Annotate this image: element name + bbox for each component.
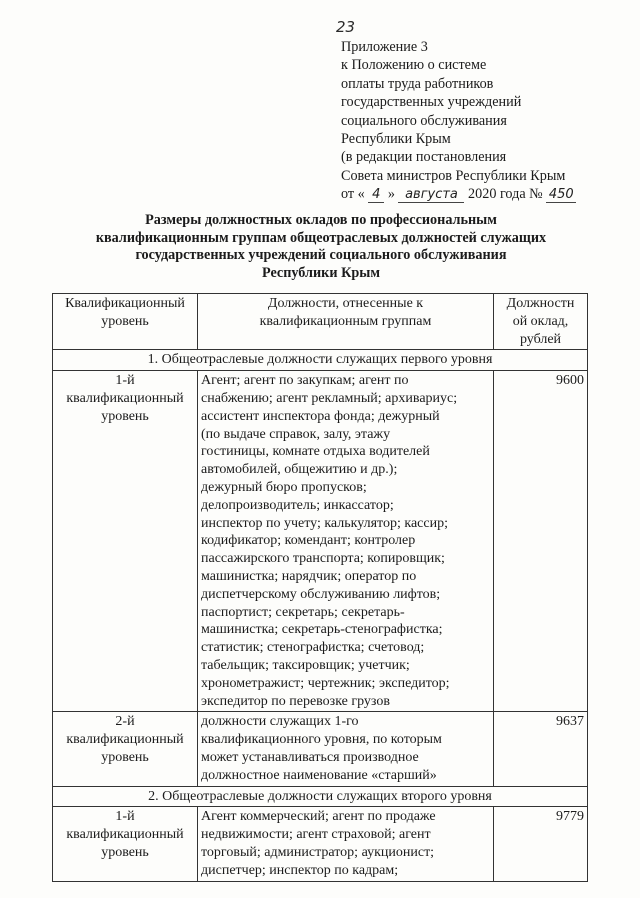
document-title (78, 212, 564, 282)
title-line: Размеры должностных окладов по профессиональным (145, 212, 497, 228)
salary-cell: 9600 (494, 371, 588, 712)
handwritten-month: августа (398, 187, 464, 203)
level-cell: 1-й квалификационный уровень (53, 371, 198, 712)
positions-cell: Агент коммерческий; агент по продаже недвижимости; агент страховой; агент торговый; администратор; аукционист; диспетчер; инспектор по кадрам; (198, 807, 494, 881)
group-row (53, 786, 588, 807)
appendix-line: Совета министров Республики Крым (341, 167, 566, 184)
salary-cell: 9779 (494, 807, 588, 881)
positions-cell: должности служащих 1-го квалификационного уровня, по которым может устанавливаться производное должностное наименование «старший» (198, 712, 494, 786)
header-row (53, 294, 588, 350)
group-title: 2. Общеотраслевые должности служащих второго уровня (53, 786, 588, 807)
positions-cell: Агент; агент по закупкам; агент по снабжению; агент рекламный; архивариус; ассистент инспектора фонда; дежурный (по выдаче справок, залу, этажу гостиницы, комнате отдыха водителей автомобилей, общежитию и др.); дежурный бюро пропусков; делопроизводитель; инкассатор; инспектор по учету; калькулятор; кассир; кодификатор; комендант; контролер пассажирского транспорта; копировщик; машинистка; нарядчик; оператор по диспетчерскому обслуживанию лифтов; паспортист; секретарь; секретарь- машинистка; секретарь-стенографистка; статистик; стенографистка; счетовод; табельщик; таксировщик; учетчик; хронометражист; чертежник; экспедитор; экспедитор по перевозке грузов (198, 371, 494, 712)
group-title: 1. Общеотраслевые должности служащих первого уровня (53, 350, 588, 371)
title-line: государственных учреждений социального обслуживания (135, 247, 507, 263)
appendix-line: Республики Крым (341, 131, 451, 148)
date-year: 2020 года № (468, 186, 543, 203)
handwritten-day: 4 (368, 187, 384, 203)
salary-table (52, 293, 588, 882)
header-positions: Должности, отнесенные к квалификационным группам (198, 294, 494, 350)
table-row (53, 712, 588, 786)
handwritten-number: 450 (546, 187, 576, 203)
salary-cell: 9637 (494, 712, 588, 786)
appendix-line: Приложение 3 (341, 39, 428, 55)
appendix-line: к Положению о системе (341, 57, 487, 74)
level-cell: 1-й квалификационный уровень (53, 807, 198, 881)
date-separator: » (387, 186, 395, 203)
appendix-line: (в редакции постановления (341, 149, 507, 166)
table-row (53, 807, 588, 881)
header-level: Квалификационный уровень (53, 294, 198, 350)
appendix-date-line (341, 185, 576, 203)
title-line: Республики Крым (261, 264, 381, 281)
appendix-block (341, 38, 576, 204)
level-cell: 2-й квалификационный уровень (53, 712, 198, 786)
group-row (53, 350, 588, 371)
appendix-line: государственных учреждений (341, 94, 522, 111)
appendix-line: социального обслуживания (341, 112, 507, 129)
date-prefix: от « (341, 186, 365, 203)
header-salary: Должностн ой оклад, рублей (494, 294, 588, 350)
appendix-line: оплаты труда работников (341, 75, 494, 92)
page-number: 23 (336, 18, 356, 36)
title-line: квалификационным группам общеотраслевых должностей служащих (95, 229, 547, 246)
table-row (53, 371, 588, 712)
